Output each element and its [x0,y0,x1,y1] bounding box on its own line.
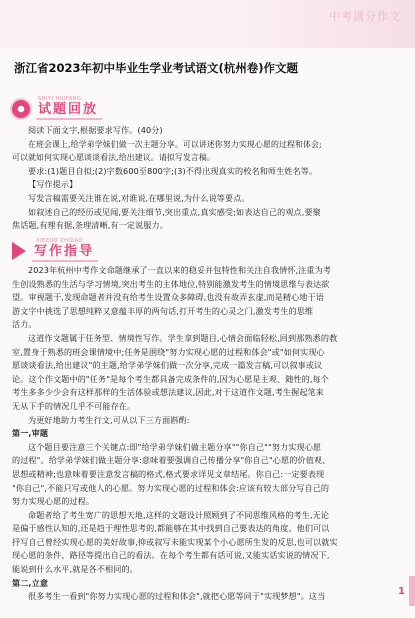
subheading-liyi: 第二,立意 [12,577,49,588]
text-line: 活力。 [12,319,37,330]
header-watermark: 中考满分作文 [329,10,401,23]
section-tag: SHIYI HUIFANG [38,96,82,102]
page-edge-tab [409,576,415,606]
text-line: 写发言稿需要关注谁在说,对谁说,在哪里说,为什么说等要点。 [28,192,250,203]
text-line: 如叙述自己的经历或见闻,要关注细节,突出重点,真实感受;如表达自己的观点,要聚 [28,206,321,217]
text-line: 阅读下面文字,根据要求写作。(40分) [28,125,163,135]
text-line: 游文字中挑选了思想纯粹又意蕴丰厚的两句话,打开考生的心灵之门,激发考生的思维 [12,305,314,316]
text-line: 室,置身于熟悉的班会课情境中;任务是围绕"努力实现心愿的过程和体会"或"如何实现心 [12,346,325,357]
section-tag: XIEZUO ZHIDAO [36,238,83,244]
text-line: 论。这个作文题中的"任务"是每个考生都具备完成条件的,因为心愿是主观、随性的,每个 [12,373,329,384]
section-label: 试题回放 [36,98,102,120]
arrow-icon [12,242,26,260]
text-line: 能说到什么水平,就是各不相同的。 [12,564,138,575]
text-line: 的过程"。给学弟学妹们做主题分享:意味着要强调自己传播分享"你自己"心愿的价值观、 [12,455,331,466]
text-line: 命题者给了考生宽广的思想天地,这样的文题设计照顾到了不同思维风格的考生,无论 [28,509,330,520]
text-line: 努力实现心愿的过程。 [12,496,95,507]
text-line: 【写作提示】 [28,179,78,190]
text-line: 愿谈谈看法,给出建议"的主题,给学弟学妹们做一次分享,完成一篇发言稿,可以叙事或议 [12,360,323,371]
text-line: 望。审视题干,发现命题者并没有给考生设置众多障碍,也没有故弄玄虚,而是精心地于语 [12,292,324,303]
section-body-question [12,124,402,233]
text-line: 这道作文题属于任务型、情境性写作。学生拿到题目,心情会面临轻松,回到那熟悉的教 [28,332,338,343]
text-line: 考生多多少少会有这样那样的生活体验或想法建议,因此,对于这道作文题,考生握起笔来 [12,387,324,398]
text-line: 为更好地助力考生行文,可从以下三方面斟酌: [28,414,190,425]
flower-icon [12,100,30,118]
text-line: 现心愿的条件、路径等提出自己的看法。在每个考生都有话可说,又能实话实说的情况下, [12,550,330,561]
page-number: 1 [398,586,405,597]
text-line: 在班会课上,给学弟学妹们做一次主题分享。可以讲述你努力实现心愿的过程和体会; [28,139,322,149]
text-line: 焦话题,有理有据,条理清晰,有一定说服力。 [12,220,168,231]
text-line: 思想或精神;也意味着要注意发言稿的格式,格式要求详见文章结尾。你自己:一定要表现 [12,468,325,479]
text-line: 要求:(1)题目自拟;(2)字数600至800字;(3)不得出现真实的校名和师生姓名等。 [28,165,318,176]
text-line: 2023年杭州中考作文命题继承了一直以来的稳妥并包特性和关注自我情怀,注重为考 [28,265,332,275]
text-line: 这个题目要注意三个关键点:即"给学弟学妹们做主题分享""你自己""努力实现心愿 [28,441,322,452]
text-line: "你自己",不能只写或他人的心愿。努力实现心愿的过程和体会:应该有较大部分写自己的 [12,482,330,493]
text-line: 抒写自己曾经实现心愿的美好故事,抑或叙写未能实现某个小心愿所生发的反思,也可以就实 [12,536,338,547]
header-band [0,0,415,48]
subheading-shenti: 第一,审题 [12,428,49,439]
text-line: 很多考生一看到"你努力实现心愿的过程和体会",就把心愿等同于"实现梦想"。这当 [28,591,326,602]
text-line: 是偏于感性认知的,还是趋于理性思考的,都能够在其中找到自己要表达的角度。他们可以 [12,523,330,534]
page-title: 浙江省2023年初中毕业生学业考试语文(杭州卷)作文题 [14,61,299,75]
text-line: 生创设熟悉的生活与学习情境,突出考生的主体地位,特别能激发考生的情境思维与表达欲 [12,278,330,289]
text-line: 可以就如何实现心愿谈谈看法,给出建议。请拟写发言稿。 [12,153,215,163]
section-label: 写作指导 [32,240,98,262]
section-body-guidance [12,264,402,604]
text-line: 无从下手的情况几乎不可能存在。 [12,400,136,411]
